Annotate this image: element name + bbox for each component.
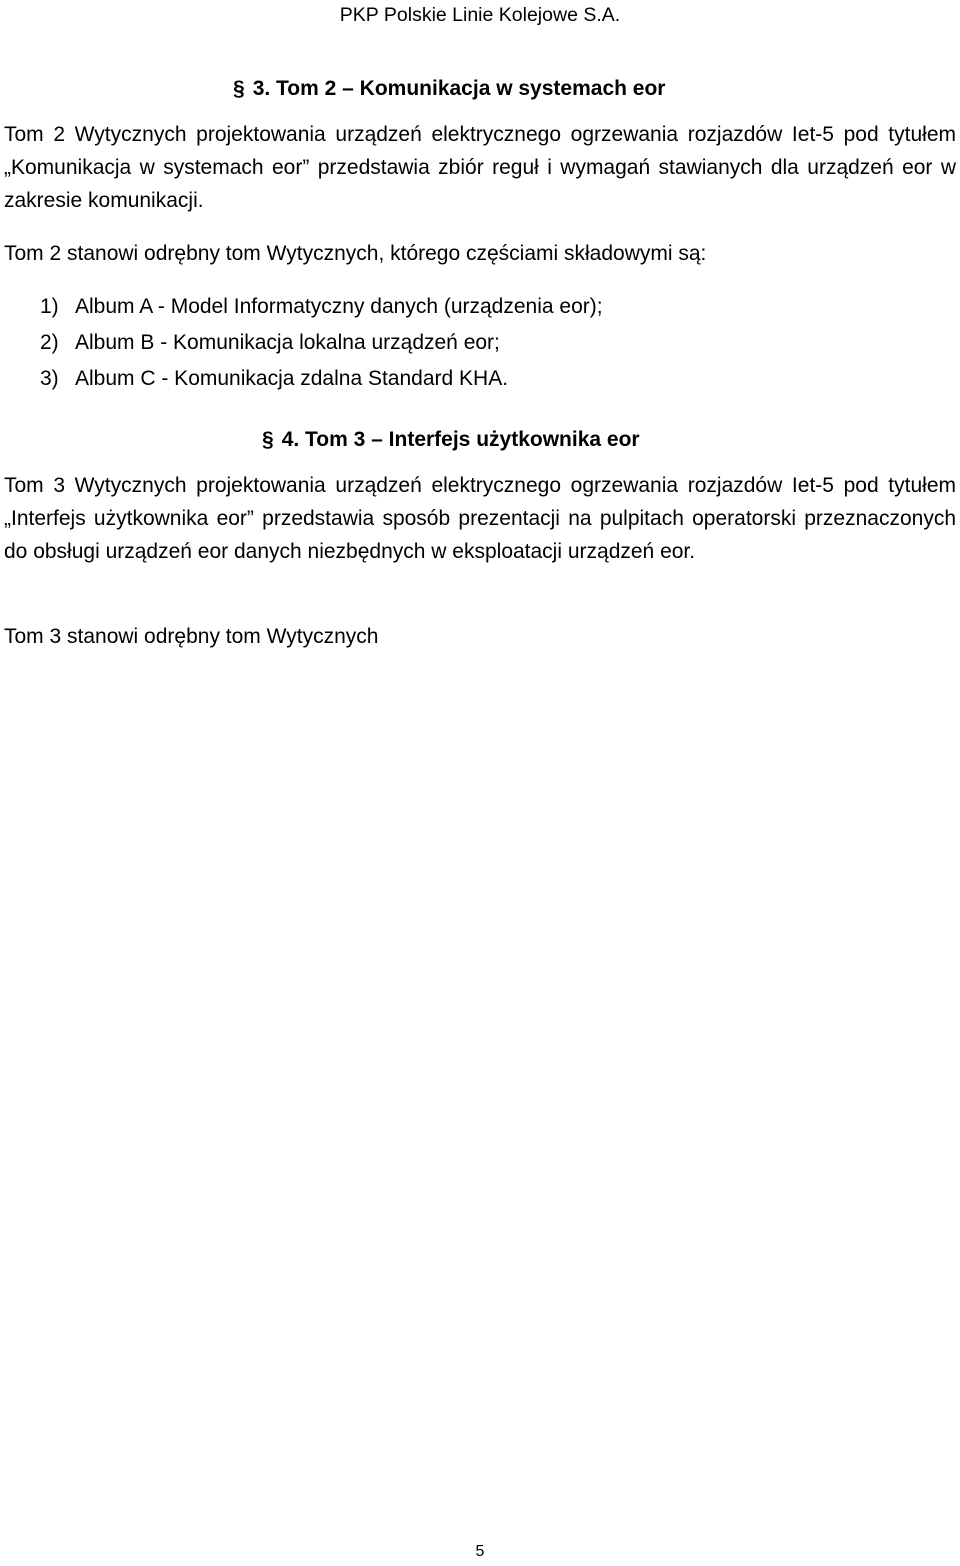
page-number: 5 — [475, 1543, 485, 1560]
section-symbol: § — [233, 77, 245, 100]
section-3-title: 3. Tom 2 – Komunikacja w systemach eor — [252, 77, 666, 100]
list-item-text: Album C - Komunikacja zdalna Standard KHA. — [75, 367, 509, 390]
section-3-album-list — [40, 289, 603, 397]
list-item — [40, 289, 603, 325]
list-item-number: 3) — [40, 367, 59, 390]
list-item — [40, 361, 603, 397]
list-item-text: Album A - Model Informatyczny danych (urządzenia eor); — [75, 295, 603, 318]
section-3-heading — [233, 75, 665, 103]
section-3-paragraph-2: Tom 2 stanowi odrębny tom Wytycznych, którego częściami składowymi są: — [4, 242, 707, 265]
section-4-heading — [262, 426, 640, 454]
section-symbol: § — [262, 428, 274, 451]
page-header: PKP Polskie Linie Kolejowe S.A. — [339, 4, 621, 26]
section-4-title: 4. Tom 3 – Interfejs użytkownika eor — [281, 428, 640, 451]
section-3-paragraph-1: Tom 2 Wytycznych projektowania urządzeń elektrycznego ogrzewania rozjazdów Iet-5 pod tytułem „Komunikacja w systemach eor” przedstawia zbiór reguł i wymagań stawianych dla urządzeń eor w zakresie komunikacji. — [4, 123, 956, 212]
section-4-paragraph-1: Tom 3 Wytycznych projektowania urządzeń elektrycznego ogrzewania rozjazdów Iet-5 pod tytułem „Interfejs użytkownika eor” przedstawia sposób prezentacji na pulpitach operatorski przeznaczonych do obsługi urządzeń eor danych niezbędnych w eksploatacji urządzeń eor. — [4, 474, 956, 563]
section-4-paragraph-2: Tom 3 stanowi odrębny tom Wytycznych — [4, 625, 379, 648]
list-item — [40, 325, 603, 361]
list-item-number: 2) — [40, 331, 59, 354]
list-item-number: 1) — [40, 295, 59, 318]
list-item-text: Album B - Komunikacja lokalna urządzeń eor; — [75, 331, 500, 354]
